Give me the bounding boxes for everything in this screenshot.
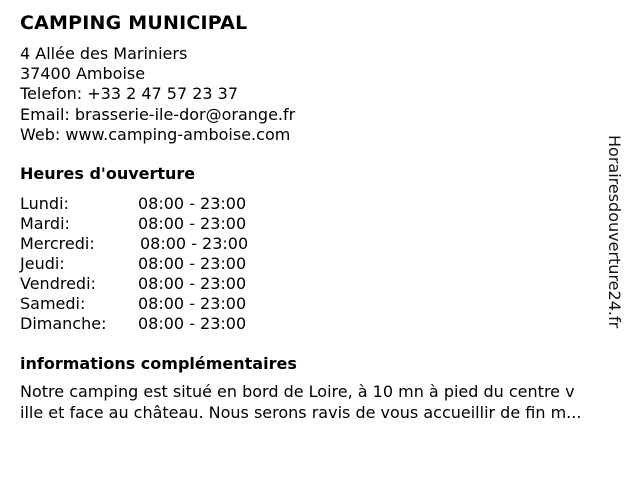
- time-range: 08:00 - 23:00: [138, 274, 247, 293]
- business-name: CAMPING MUNICIPAL: [20, 12, 248, 34]
- hours-row-sunday: [20, 314, 280, 334]
- address-street: 4 Allée des Mariniers: [20, 44, 188, 63]
- time-range: 08:00 - 23:00: [138, 194, 247, 213]
- day-label: Mardi:: [20, 214, 70, 233]
- email-address[interactable]: Email: brasserie-ile-dor@orange.fr: [20, 104, 296, 124]
- day-label: Jeudi:: [20, 254, 65, 273]
- time-range: 08:00 - 23:00: [138, 294, 247, 313]
- time-range: 08:00 - 23:00: [140, 234, 249, 253]
- description-line: ille et face au château. Nous serons ravis de vous accueillir de fin m...: [20, 403, 582, 422]
- hours-row-friday: [20, 274, 280, 294]
- opening-hours-table: [20, 194, 280, 334]
- time-range: 08:00 - 23:00: [138, 314, 247, 333]
- phone-number[interactable]: Telefon: +33 2 47 57 23 37: [20, 84, 239, 104]
- day-label: Samedi:: [20, 294, 86, 313]
- hours-row-wednesday: [20, 234, 280, 254]
- description-line: Notre camping est situé en bord de Loire, à 10 mn à pied du centre v: [20, 382, 575, 401]
- hours-row-thursday: [20, 254, 280, 274]
- info-heading: informations complémentaires: [20, 354, 297, 373]
- contact-block: [20, 44, 295, 145]
- site-watermark: Horairesdouverture24.fr: [605, 135, 624, 329]
- address-city: 37400 Amboise: [20, 64, 146, 84]
- website-link[interactable]: Web: www.camping-amboise.com: [20, 124, 291, 144]
- time-range: 08:00 - 23:00: [138, 254, 247, 273]
- info-description: [20, 381, 630, 423]
- hours-heading: Heures d'ouverture: [20, 164, 196, 183]
- hours-row-monday: [20, 194, 280, 214]
- day-label: Lundi:: [20, 194, 69, 213]
- hours-row-tuesday: [20, 214, 280, 234]
- day-label: Mercredi:: [20, 234, 95, 253]
- hours-row-saturday: [20, 294, 280, 314]
- day-label: Dimanche:: [20, 314, 107, 333]
- day-label: Vendredi:: [20, 274, 96, 293]
- time-range: 08:00 - 23:00: [138, 214, 247, 233]
